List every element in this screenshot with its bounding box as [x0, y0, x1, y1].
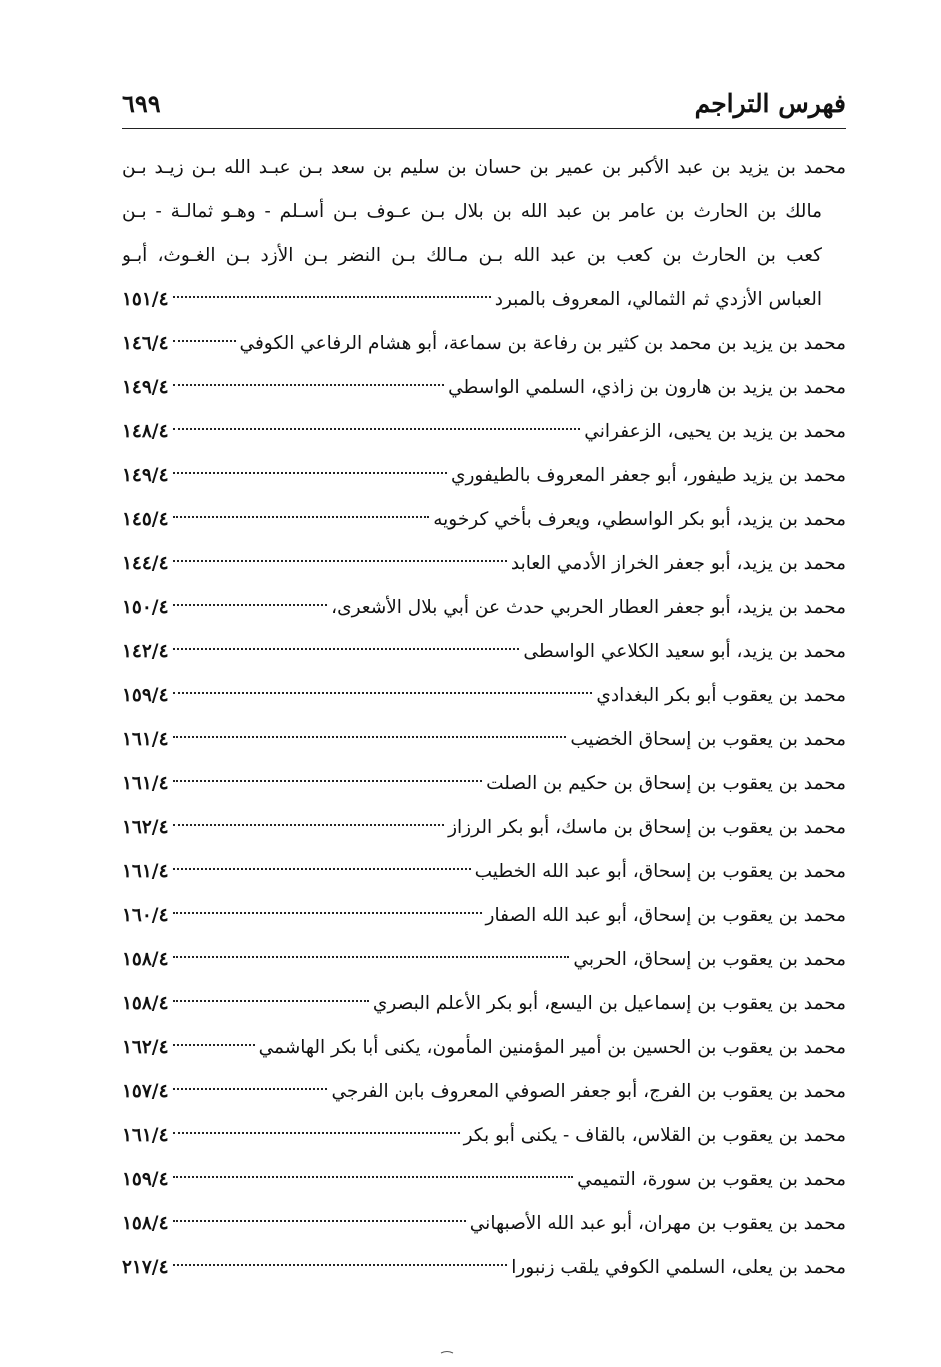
index-entry — [122, 674, 846, 718]
running-title: فهرس التراجم — [694, 89, 846, 118]
page-number: ٦٩٩ — [122, 89, 161, 118]
entry-text: محمد بن يزيد، أبو بكر الواسطي، ويعرف بأخي كرخويه — [433, 509, 846, 530]
entry-text: محمد بن يزيد بن محمد بن كثير بن رفاعة بن سماعة، أبو هشام الرفاعي الكوفي — [239, 333, 846, 354]
index-entry — [122, 1246, 846, 1290]
dot-leader — [173, 736, 567, 738]
index-entry — [122, 1202, 846, 1246]
index-entry — [122, 586, 846, 630]
volume-page-ref: ١٦٠/٤ — [122, 905, 169, 926]
index-entry — [122, 1114, 846, 1158]
entry-text: محمد بن يزيد، أبو سعيد الكلاعي الواسطى — [523, 641, 846, 662]
entry-text: محمد بن يزيد طيفور، أبو جعفر المعروف بالطيفوري — [451, 465, 846, 486]
entry-text: محمد بن يزيد بن يحيى، الزعفراني — [584, 421, 846, 442]
index-entry — [122, 982, 846, 1026]
dot-leader — [173, 868, 471, 870]
volume-page-ref: ١٥٩/٤ — [122, 685, 169, 706]
entry-text: محمد بن يعقوب بن إسماعيل بن اليسع، أبو بكر الأعلم البصري — [372, 993, 846, 1014]
print-mark-icon — [440, 1350, 454, 1356]
volume-page-ref: ١٦١/٤ — [122, 1125, 169, 1146]
dot-leader — [173, 604, 328, 606]
index-entry — [122, 542, 846, 586]
entry-text: محمد بن يعقوب بن القلاس، بالقاف - يكنى أبو بكر — [463, 1125, 846, 1146]
volume-page-ref: ١٥١/٤ — [122, 289, 169, 310]
entry-line: كعب بن الحارث بن كعب بن عبد الله بـن مـالك بـن النضر بـن الأزد بـن الغـوث، أبـو — [122, 245, 822, 266]
volume-page-ref: ١٥٨/٤ — [122, 949, 169, 970]
volume-page-ref: ١٤٦/٤ — [122, 333, 169, 354]
index-entry — [122, 938, 846, 982]
dot-leader — [173, 428, 581, 430]
dot-leader — [173, 560, 507, 562]
volume-page-ref: ١٥٧/٤ — [122, 1081, 169, 1102]
entry-text: محمد بن يعقوب بن إسحاق، أبو عبد الله الصفار — [485, 905, 846, 926]
dot-leader — [173, 692, 593, 694]
index-entry — [122, 718, 846, 762]
index-entry — [122, 806, 846, 850]
dot-leader — [173, 384, 445, 386]
index-entry — [122, 850, 846, 894]
index-entry — [122, 1158, 846, 1202]
entry-text: محمد بن يعقوب بن إسحاق، أبو عبد الله الخطيب — [474, 861, 846, 882]
entry-text: محمد بن يعقوب بن إسحاق بن حكيم بن الصلت — [486, 773, 846, 794]
dot-leader — [173, 956, 570, 958]
index-entry — [122, 894, 846, 938]
dot-leader — [173, 1176, 574, 1178]
volume-page-ref: ١٦١/٤ — [122, 773, 169, 794]
volume-page-ref: ١٤٩/٤ — [122, 377, 169, 398]
dot-leader — [173, 1000, 369, 1002]
volume-page-ref: ١٤٥/٤ — [122, 509, 169, 530]
index-entries — [122, 146, 846, 1290]
volume-page-ref: ١٦١/٤ — [122, 861, 169, 882]
entry-text: محمد بن يزيد بن هارون بن زاذي، السلمي الواسطي — [448, 377, 846, 398]
entry-text: محمد بن يعقوب بن إسحاق، الحربي — [573, 949, 846, 970]
header-rule — [122, 128, 846, 129]
volume-page-ref: ١٦٢/٤ — [122, 1037, 169, 1058]
index-entry — [122, 454, 846, 498]
dot-leader — [173, 824, 445, 826]
entry-text: محمد بن يعقوب بن الحسين بن أمير المؤمنين المأمون، يكنى أبا بكر الهاشمي — [258, 1037, 846, 1058]
volume-page-ref: ٢١٧/٤ — [122, 1257, 169, 1278]
dot-leader — [173, 648, 520, 650]
entry-text: محمد بن يزيد، أبو جعفر الخراز الأدمي العابد — [510, 553, 846, 574]
entry-text: محمد بن يعقوب أبو بكر البغدادي — [596, 685, 846, 706]
page-header — [122, 74, 846, 118]
entry-text: محمد بن يزيد، أبو جعفر العطار الحربي حدث عن أبي بلال الأشعرى، — [331, 597, 846, 618]
entry-text: محمد بن يعقوب بن سورة، التميمي — [577, 1169, 846, 1190]
dot-leader — [173, 1088, 328, 1090]
volume-page-ref: ١٦٢/٤ — [122, 817, 169, 838]
volume-page-ref: ١٤٢/٤ — [122, 641, 169, 662]
volume-page-ref: ١٤٩/٤ — [122, 465, 169, 486]
dot-leader — [173, 1132, 460, 1134]
entry-line: مالك بن الحارث بن عامر بن عبد الله بن بلال بـن عـوف بـن أسـلم - وهـو ثمالـة - بـن — [122, 201, 822, 222]
dot-leader — [173, 1264, 508, 1266]
index-entry — [122, 146, 846, 322]
index-entry — [122, 1026, 846, 1070]
dot-leader — [173, 1220, 466, 1222]
dot-leader — [173, 912, 482, 914]
volume-page-ref: ١٦١/٤ — [122, 729, 169, 750]
dot-leader — [173, 516, 430, 518]
volume-page-ref: ١٥٩/٤ — [122, 1169, 169, 1190]
dot-leader — [173, 1044, 255, 1046]
volume-page-ref: ١٥٠/٤ — [122, 597, 169, 618]
index-entry — [122, 322, 846, 366]
index-entry — [122, 498, 846, 542]
index-entry — [122, 762, 846, 806]
volume-page-ref: ١٥٨/٤ — [122, 1213, 169, 1234]
index-entry — [122, 1070, 846, 1114]
entry-text: محمد بن يعقوب بن الفرج، أبو جعفر الصوفي المعروف بابن الفرجي — [331, 1081, 846, 1102]
volume-page-ref: ١٥٨/٤ — [122, 993, 169, 1014]
entry-text: محمد بن يعقوب بن إسحاق بن ماسك، أبو بكر الرزاز — [448, 817, 846, 838]
entry-text: محمد بن يعقوب بن مهران، أبو عبد الله الأصبهاني — [469, 1213, 846, 1234]
dot-leader — [173, 296, 491, 298]
index-entry — [122, 630, 846, 674]
volume-page-ref: ١٤٤/٤ — [122, 553, 169, 574]
entry-text: محمد بن يعلى، السلمي الكوفي يلقب زنبورا — [511, 1257, 846, 1278]
index-entry — [122, 366, 846, 410]
dot-leader — [173, 340, 236, 342]
dot-leader — [173, 780, 483, 782]
entry-text: العباس الأزدي ثم الثمالي، المعروف بالمبرد — [494, 289, 822, 310]
volume-page-ref: ١٤٨/٤ — [122, 421, 169, 442]
index-entry — [122, 410, 846, 454]
entry-line: محمد بن يزيد بن عبد الأكبر بن عمير بن حسان بن سليم بن سعد بـن عبـد الله بـن زيـد بـن — [122, 157, 846, 178]
entry-line — [122, 278, 846, 322]
dot-leader — [173, 472, 447, 474]
entry-text: محمد بن يعقوب بن إسحاق الخضيب — [570, 729, 846, 750]
